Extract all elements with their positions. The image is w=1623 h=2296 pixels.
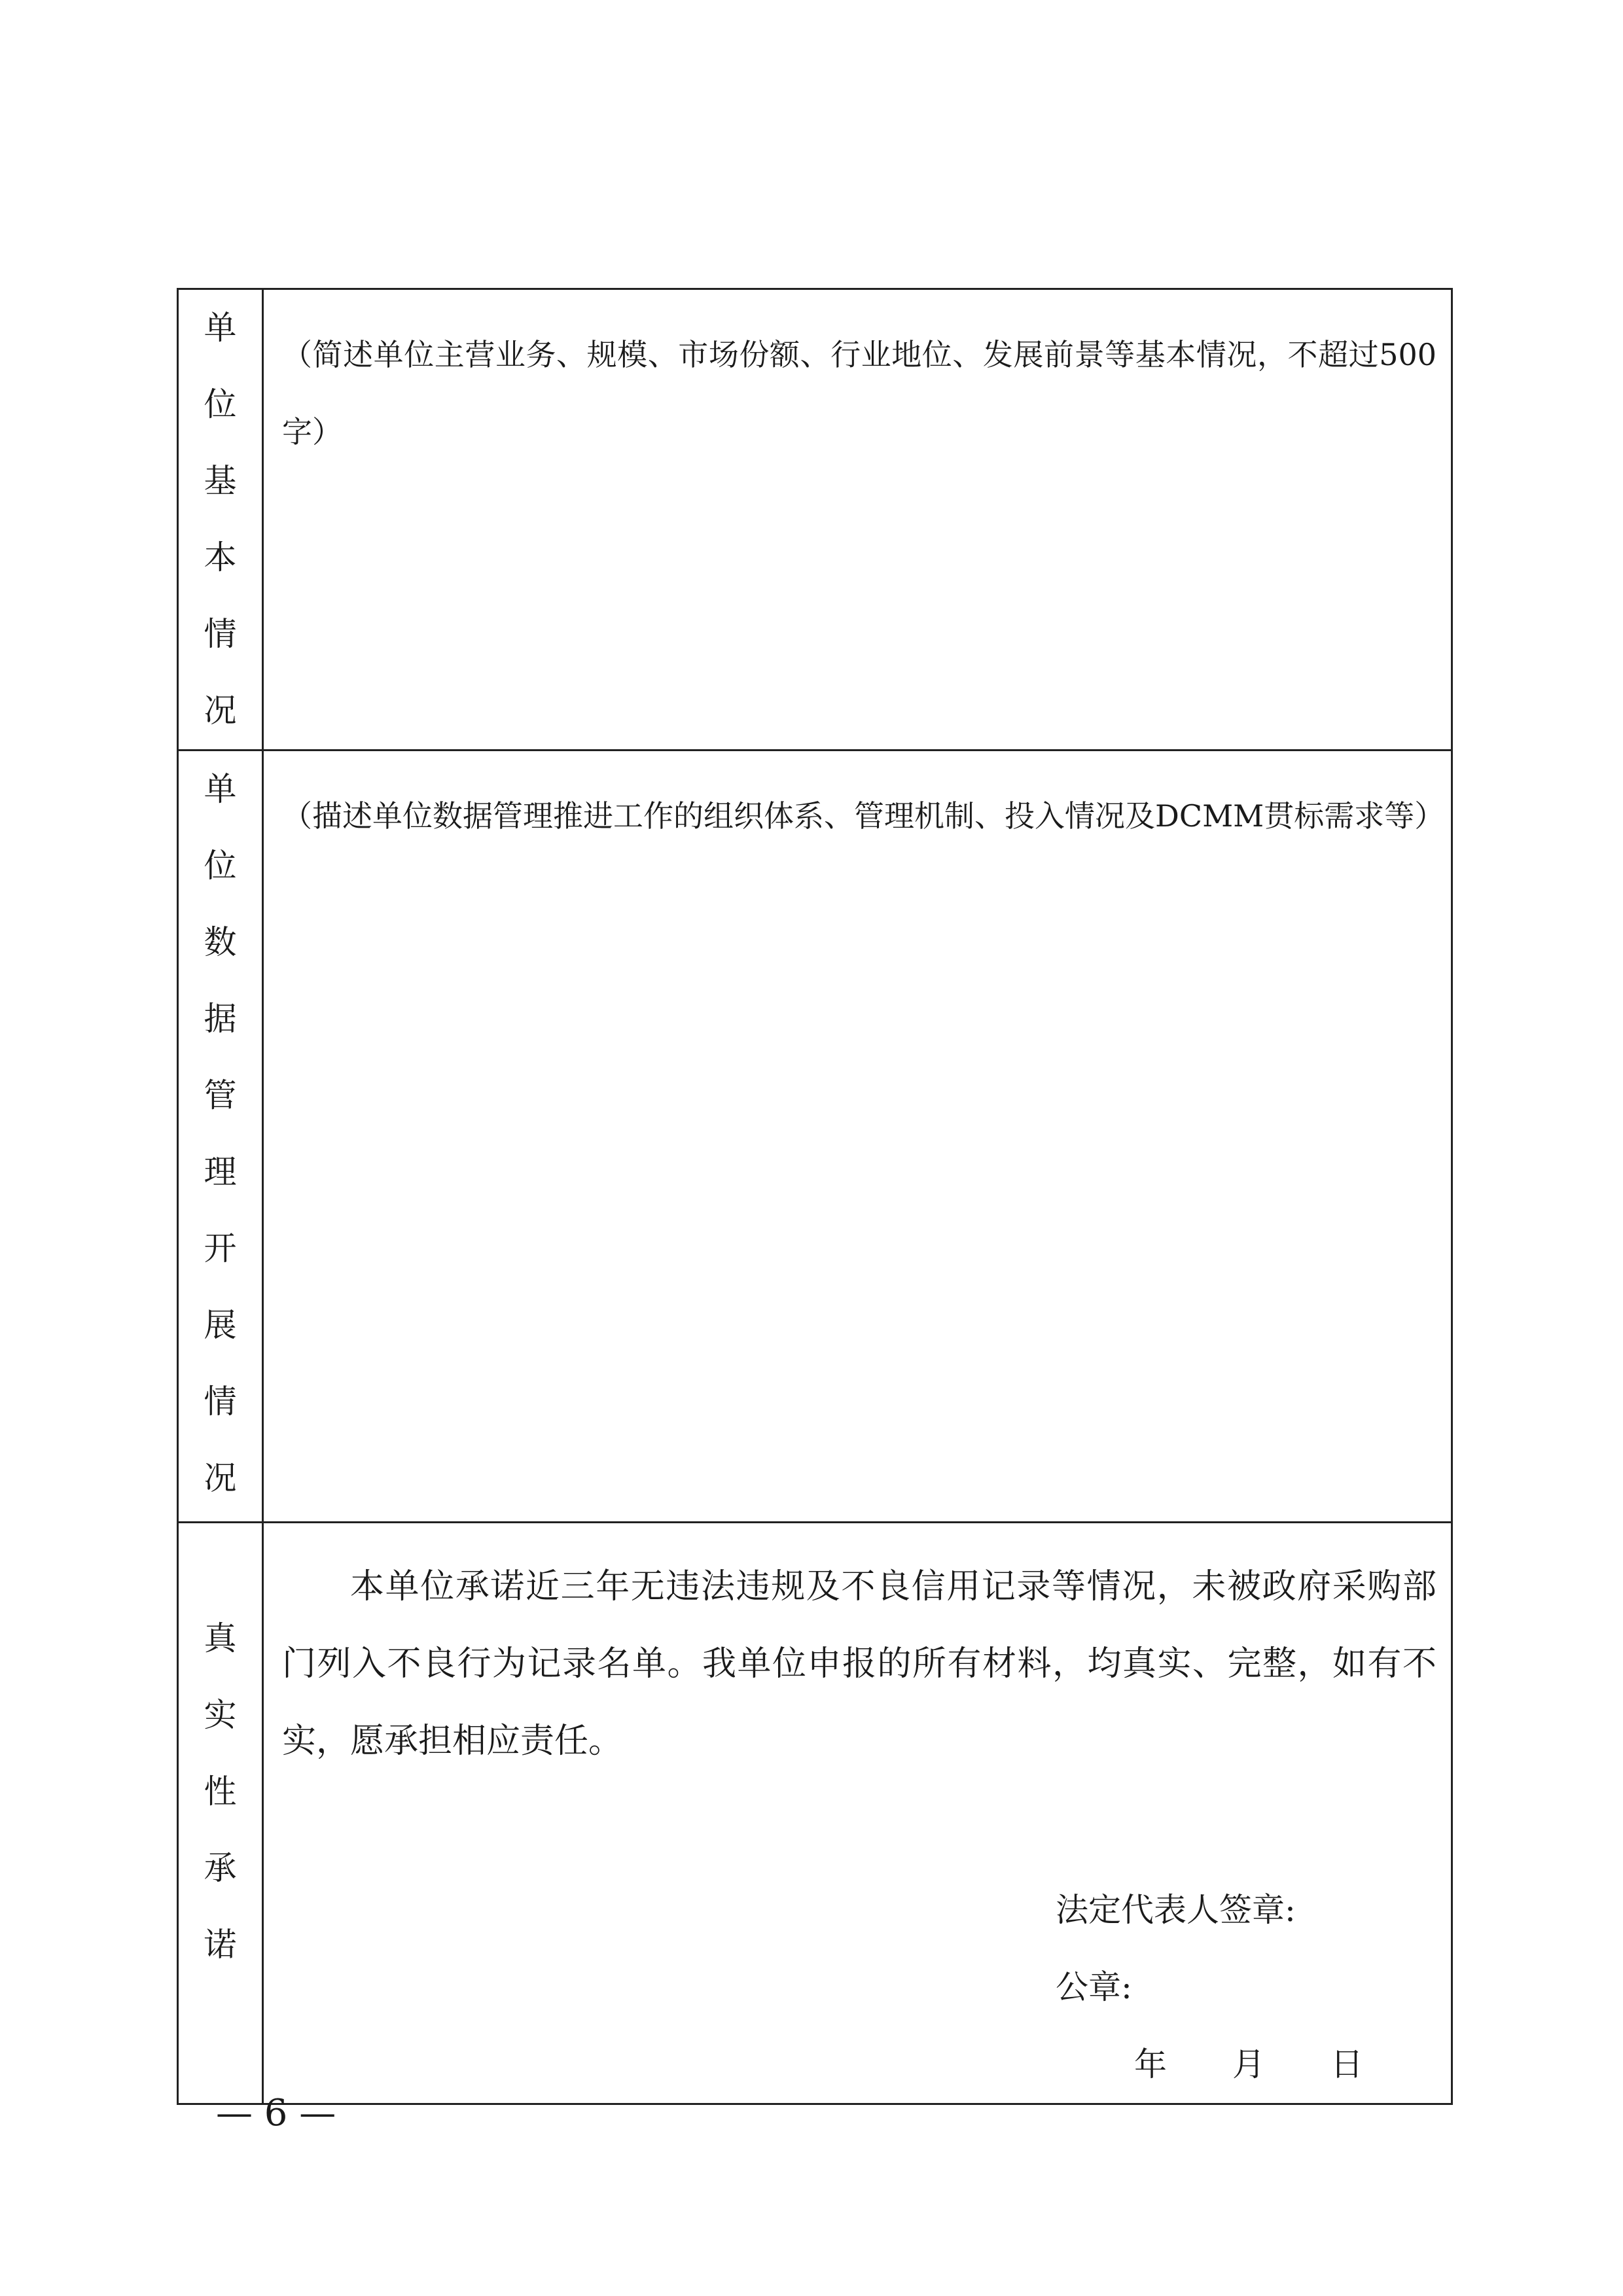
label-char: 位 (204, 847, 237, 885)
month-label: 月 (1232, 2045, 1265, 2083)
data-management-row (178, 751, 1452, 1523)
label-char: 开 (204, 1229, 237, 1267)
authenticity-promise-label (179, 1523, 262, 2060)
year-label: 年 (1134, 2045, 1167, 2083)
promise-statement: 本单位承诺近三年无违法违规及不良信用记录等情况，未被政府采购部门列入不良行为记录名单。我单位申报的所有材料，均真实、完整，如有不实，愿承担相应责任。 (282, 1567, 1436, 1761)
authenticity-promise-label-cell (178, 1523, 263, 2104)
label-char: 本 (204, 539, 237, 576)
label-char: 单 (204, 770, 237, 808)
day-label: 日 (1330, 2045, 1363, 2083)
authenticity-promise-row (178, 1523, 1452, 2104)
signature-block (1056, 1871, 1451, 2103)
label-char: 展 (204, 1306, 237, 1344)
data-management-hint: （描述单位数据管理推进工作的组织体系、管理机制、投入情况及DCMM贯标需求等） (282, 798, 1445, 834)
label-char: 性 (204, 1772, 237, 1810)
label-char: 数 (204, 923, 237, 961)
label-char: 况 (204, 1459, 237, 1497)
basic-info-label-cell (178, 289, 263, 751)
authenticity-promise-content (263, 1523, 1452, 2104)
basic-info-hint: （简述单位主营业务、规模、市场份额、行业地位、发展前景等基本情况，不超过500字） (282, 337, 1436, 450)
label-char: 真 (204, 1619, 237, 1657)
label-char: 承 (204, 1848, 237, 1887)
legal-representative-signature-label: 法定代表人签章: (1056, 1891, 1296, 1929)
label-char: 况 (204, 692, 237, 730)
label-char: 诺 (204, 1925, 237, 1964)
label-char: 位 (204, 385, 237, 423)
label-char: 情 (204, 1383, 237, 1421)
label-char: 实 (204, 1695, 237, 1734)
application-form-table (177, 288, 1453, 2105)
label-char: 基 (204, 462, 237, 500)
label-char: 理 (204, 1153, 237, 1191)
label-char: 管 (204, 1076, 237, 1114)
data-management-label (179, 751, 262, 1517)
data-management-label-cell (178, 751, 263, 1523)
basic-info-row (178, 289, 1452, 751)
label-char: 情 (204, 615, 237, 653)
label-char: 据 (204, 1000, 237, 1038)
basic-info-label (179, 290, 262, 749)
page-number: — 6 — (216, 2092, 336, 2134)
label-char: 单 (204, 309, 237, 347)
date-line (1134, 2026, 1451, 2103)
basic-info-content-field[interactable] (263, 289, 1452, 751)
data-management-content-field[interactable] (263, 751, 1452, 1523)
official-seal-label: 公章: (1056, 1968, 1132, 2006)
